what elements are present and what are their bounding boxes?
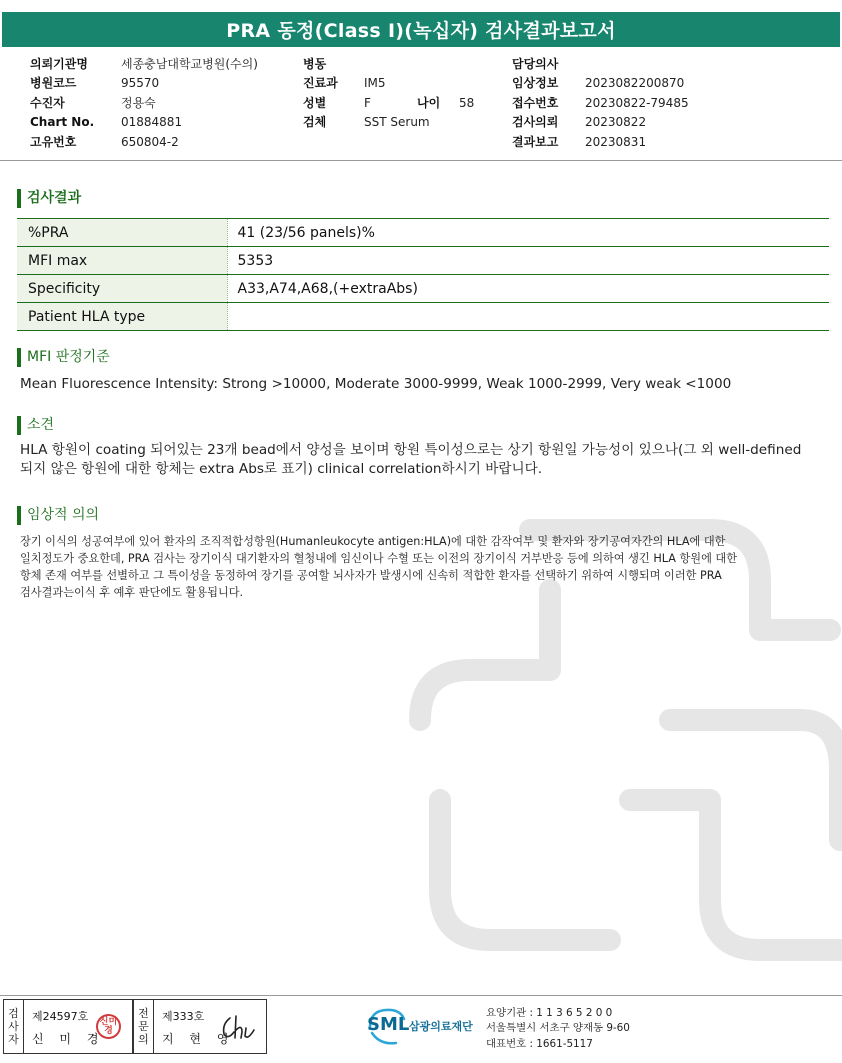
mfi-section-title: MFI 판정기준	[17, 348, 110, 367]
info-row-hospital-code	[30, 74, 258, 93]
examiner-name: 신 미 경	[32, 1032, 105, 1046]
info-label: 고유번호	[30, 134, 77, 149]
side-char: 사	[8, 1020, 19, 1033]
info-label: 접수번호	[512, 95, 559, 110]
info-value: 세종충남대학교병원(수의)	[121, 57, 258, 71]
results-table	[17, 218, 829, 331]
report-title: PRA 동정(Class I)(녹십자) 검사결과보고서	[2, 12, 840, 47]
table-row	[17, 219, 829, 247]
reviewer-name: 지 현 영	[162, 1032, 235, 1046]
info-label: 결과보고	[512, 134, 559, 149]
side-char: 전	[138, 1007, 149, 1020]
info-row-patient	[30, 94, 258, 113]
clinical-section-title: 임상적 의의	[17, 506, 99, 525]
mfi-criteria-text: Mean Fluorescence Intensity: Strong >10000, Moderate 3000-9999, Weak 1000-2999, Very weak <1000	[20, 376, 732, 392]
info-value: 20230822-79485	[585, 95, 689, 110]
lab-info	[486, 1006, 630, 1052]
signature-icon	[220, 1014, 256, 1042]
info-label: 검체	[303, 115, 327, 130]
clinical-line-2: 일치정도가 중요한데, PRA 검사는 장기이식 대기환자의 혈청내에 임신이나 수혈 또는 이전의 장기이식 거부반응 등에 의하여 생긴 HLA 항원에 대한	[20, 552, 738, 565]
info-label: 병원코드	[30, 76, 77, 91]
patient-info-col1	[30, 55, 258, 152]
reviewer-license-no: 제333호	[162, 1010, 205, 1023]
lab-info-line: 대표번호 : 1661-5117	[486, 1037, 593, 1050]
examiner-seal-icon: 신미경	[96, 1014, 121, 1039]
footer-divider	[0, 995, 842, 996]
examiner-side-label	[4, 1000, 24, 1053]
info-label: 병동	[303, 57, 327, 71]
info-label: 성별	[303, 95, 327, 110]
info-row-request-date	[512, 113, 689, 132]
info-row-ward	[303, 55, 474, 74]
lab-info-line: 서울특별시 서초구 양재동 9-60	[486, 1022, 630, 1035]
patient-info-col3	[512, 55, 689, 152]
clinical-line-1: 장기 이식의 성공여부에 있어 환자의 조직적합성항원(Humanleukocyte antigen:HLA)에 대한 감작여부 및 환자와 장기공여자간의 HLA에 대한	[20, 535, 726, 548]
result-value: 41 (23/56 panels)%	[227, 219, 829, 247]
table-row	[17, 275, 829, 303]
result-label: %PRA	[17, 219, 227, 247]
info-label: 나이	[417, 95, 441, 110]
info-row-doctor	[512, 55, 689, 74]
info-label: 수진자	[30, 95, 65, 110]
info-value: 58	[459, 95, 475, 110]
side-char: 의	[138, 1033, 149, 1046]
result-value: 5353	[227, 247, 829, 275]
info-row-receipt-no	[512, 94, 689, 113]
info-value: 정용숙	[121, 95, 156, 110]
results-section-title: 검사결과	[17, 189, 81, 208]
patient-info-col2	[303, 55, 474, 133]
clinical-line-4: 검사결과는이식 후 예후 판단에도 활용됩니다.	[20, 586, 244, 599]
info-row-unique-id	[30, 133, 258, 152]
result-value	[227, 303, 829, 331]
info-value: 95570	[121, 76, 160, 91]
clinical-line-3: 항체 존재 여부를 선별하고 그 특이성을 동정하여 장기를 공여할 뇌사자가 발생시에 신속히 적합한 환자를 선택하기 위하여 시행되며 이러한 PRA	[20, 569, 722, 582]
reviewer-body	[154, 1000, 266, 1053]
examiner-body	[24, 1000, 132, 1053]
info-row-specimen	[303, 113, 474, 132]
info-row-clinical-info	[512, 74, 689, 93]
table-row	[17, 247, 829, 275]
result-label: Patient HLA type	[17, 303, 227, 331]
info-value: F	[364, 95, 371, 110]
lab-info-line: 요양기관 : 1 1 3 6 5 2 0 0	[486, 1007, 613, 1019]
info-label: 검사의뢰	[512, 115, 559, 130]
info-value: 20230822	[585, 115, 647, 130]
info-label: 임상정보	[512, 76, 559, 91]
result-label: MFI max	[17, 247, 227, 275]
info-label: 담당의사	[512, 57, 559, 71]
info-row-sex-age	[303, 94, 474, 113]
info-value: 650804-2	[121, 134, 179, 149]
opinion-section-title: 소견	[17, 416, 54, 435]
info-value: 01884881	[121, 115, 183, 130]
result-value: A33,A74,A68,(+extraAbs)	[227, 275, 829, 303]
info-value: 20230831	[585, 134, 647, 149]
examiner-license-no: 제24597호	[32, 1010, 89, 1023]
header-divider	[0, 160, 842, 161]
info-value: 2023082200870	[585, 76, 685, 91]
info-value: SST Serum	[364, 115, 430, 130]
reviewer-side-label	[134, 1000, 154, 1053]
info-row-department	[303, 74, 474, 93]
info-label: Chart No.	[30, 115, 95, 130]
info-label: 진료과	[303, 76, 338, 91]
info-label: 의뢰기관명	[30, 57, 88, 71]
info-row-institution	[30, 55, 258, 74]
side-char: 검	[8, 1007, 19, 1020]
table-row	[17, 303, 829, 331]
opinion-line-1: HLA 항원이 coating 되어있는 23개 bead에서 양성을 보이며 항원 특이성으로는 상기 항원일 가능성이 있으나(그 외 well-defined	[20, 442, 802, 458]
org-name: 삼광의료재단	[409, 1020, 473, 1033]
info-value: IM5	[364, 76, 386, 91]
opinion-line-2: 되지 않은 항원에 대한 항체는 extra Abs로 표기) clinical correlation하시기 바랍니다.	[20, 461, 543, 477]
side-char: 자	[8, 1033, 19, 1046]
info-row-report-date	[512, 133, 689, 152]
org-logo-text: SML	[367, 1014, 410, 1035]
side-char: 문	[138, 1020, 149, 1033]
reviewer-box	[133, 999, 267, 1054]
examiner-box	[3, 999, 133, 1054]
info-row-chart-no	[30, 113, 258, 132]
result-label: Specificity	[17, 275, 227, 303]
